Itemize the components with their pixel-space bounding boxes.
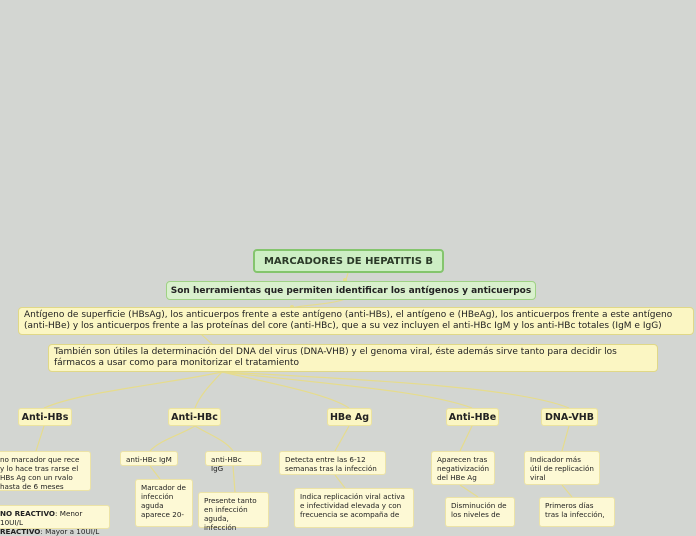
leaf-anti-hbs-description-text: no marcador que rece y lo hace tras rarse el HBs Ag con un rvalo hasta de 6 meses (0, 455, 80, 491)
leaf-dna-vhb-first-days[interactable] (539, 497, 615, 527)
leaf-anti-hbc-igg[interactable] (205, 451, 262, 473)
main-topic-text: MARCADORES DE HEPATITIS B (263, 255, 434, 267)
leaf-anti-hbe-appearance[interactable] (431, 451, 495, 485)
leaf-anti-hbs-values[interactable] (0, 505, 110, 536)
leaf-anti-hbs-nonreactive-label: NO REACTIVO (0, 509, 56, 518)
category-anti-hbc-label: Anti-HBc (171, 411, 218, 423)
dna-note[interactable] (48, 344, 658, 372)
category-dna-vhb[interactable] (541, 408, 598, 426)
category-hbe-ag-label: HBe Ag (329, 411, 370, 423)
leaf-dna-vhb-indicator-text: Indicador más útil de replicación viral (530, 455, 594, 482)
leaf-anti-hbc-igm[interactable] (120, 451, 178, 466)
leaf-anti-hbe-appearance-text: Aparecen tras negativización del HBe Ag (437, 455, 490, 482)
leaf-anti-hbs-reactive-label: REACTIVO (0, 527, 41, 536)
leaf-anti-hbc-igg-detail[interactable] (198, 492, 269, 532)
dna-note-text: También son útiles la determinación del DNA del virus (DNA-VHB) y el genoma viral, éste además sirve tanto para decidir los fármacos a usar como para monitorizar el tratamiento (54, 347, 617, 368)
leaf-dna-vhb-indicator[interactable] (524, 451, 600, 485)
antigen-note-text: Antígeno de superficie (HBsAg), los anticuerpos frente a este antígeno (anti-HBs), el antígeno e (HBeAg), los anticuerpos frente a este antígeno (anti-HBe) y los anticuerpos frente a las proteínas del core (anti-HBc), que a su vez incluyen el anti-HBc IgM y los anti-HBc totales (IgM e IgG) (24, 310, 673, 331)
category-anti-hbc[interactable] (168, 408, 221, 426)
leaf-anti-hbc-igm-detail-text: Marcador de infección aguda aparece 20- (141, 483, 186, 519)
leaf-hbe-ag-replication[interactable] (294, 488, 414, 528)
leaf-anti-hbe-decrease-text: Disminución de los niveles de (451, 501, 507, 519)
antigen-note[interactable] (18, 307, 694, 335)
subtopic-definition-text: Son herramientas que permiten identificar los antígenos y anticuerpos (170, 285, 532, 296)
leaf-hbe-ag-replication-text: Indica replicación viral activa e infectividad elevada y con frecuencia se acompaña de (300, 492, 405, 519)
category-dna-vhb-label: DNA-VHB (545, 411, 594, 423)
leaf-anti-hbs-nonreactive-text: : Menor 10UI/L (0, 509, 83, 527)
leaf-hbe-ag-detection[interactable] (279, 451, 386, 475)
leaf-anti-hbs-reactive-text: : Mayor a 10UI/L (40, 527, 100, 536)
category-anti-hbs-label: Anti-HBs (21, 411, 69, 423)
main-topic-title[interactable] (253, 249, 444, 273)
leaf-anti-hbc-igg-text: anti-HBc IgG (211, 455, 242, 473)
leaf-hbe-ag-detection-text: Detecta entre las 6-12 semanas tras la infección (285, 455, 377, 473)
leaf-anti-hbc-igm-text: anti-HBc IgM (126, 455, 172, 464)
leaf-anti-hbe-decrease[interactable] (445, 497, 515, 527)
category-anti-hbe[interactable] (446, 408, 499, 426)
leaf-anti-hbs-description[interactable] (0, 451, 91, 491)
category-anti-hbe-label: Anti-HBe (448, 411, 497, 423)
subtopic-definition[interactable] (166, 281, 536, 300)
category-hbe-ag[interactable] (327, 408, 372, 426)
leaf-dna-vhb-first-days-text: Primeros días tras la infección, (545, 501, 605, 519)
leaf-anti-hbc-igg-detail-text: Presente tanto en infección aguda, infección (204, 496, 257, 532)
category-anti-hbs[interactable] (18, 408, 72, 426)
